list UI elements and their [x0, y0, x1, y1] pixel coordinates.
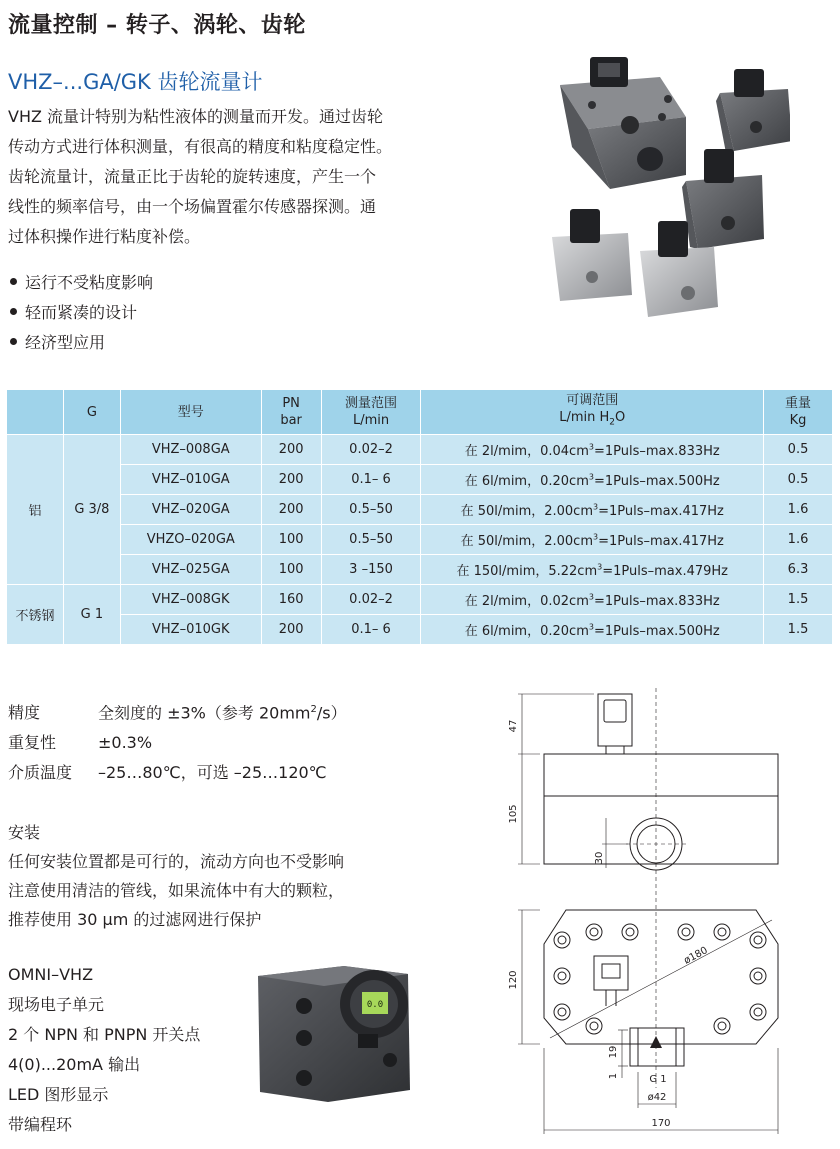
omni-section	[8, 960, 200, 1140]
cell-pn: 200	[261, 465, 321, 495]
omni-line: LED 图形显示	[8, 1085, 109, 1104]
top-view	[544, 910, 778, 1066]
spec-table	[6, 389, 833, 645]
adj-sup: 3	[593, 502, 599, 512]
header-adj-end: O	[615, 410, 626, 426]
feature-item	[8, 268, 153, 298]
adj-text: =1Puls–max.417Hz	[598, 504, 724, 519]
param-label: 介质温度	[8, 763, 73, 783]
cell-range: 0.1– 6	[321, 465, 421, 495]
omni-line: 2 个 NPN 和 PNPN 开关点	[8, 1025, 201, 1044]
adj-sup: 3	[588, 592, 594, 602]
feature-text: 轻而紧凑的设计	[25, 303, 138, 322]
omni-line: 4(0)...20mA 输出	[8, 1055, 141, 1074]
cell-adjustable	[421, 615, 764, 645]
dim-phi42-label: ø42	[647, 1092, 667, 1103]
dim-19-label: 19	[608, 1045, 619, 1059]
cell-pn: 160	[261, 585, 321, 615]
large-meter-block	[560, 57, 686, 189]
cell-g: G 1	[63, 585, 120, 645]
dim-105-label: 105	[508, 804, 519, 824]
spec-parameters	[8, 695, 347, 788]
table-header-row	[7, 390, 833, 435]
cell-material: 不锈钢	[7, 585, 64, 645]
adj-text: 在 50l/mim，2.00cm	[460, 504, 593, 519]
cell-model: VHZ–025GA	[120, 555, 261, 585]
header-adj-line1: 可调范围	[566, 393, 619, 409]
feature-list	[8, 268, 153, 358]
omni-device-photo	[258, 962, 413, 1102]
omni-line: 现场电子单元	[8, 995, 105, 1014]
adj-text: 在 6l/mim，0.20cm	[464, 624, 589, 639]
adj-sup: 3	[588, 622, 594, 632]
table-row	[7, 525, 833, 555]
dim-120-label: 120	[508, 970, 519, 990]
meter-block	[552, 209, 632, 301]
param-accuracy	[8, 695, 347, 728]
cell-range: 0.02–2	[321, 585, 421, 615]
sensor-housing	[594, 956, 628, 990]
bolt-holes	[554, 924, 766, 1034]
connector-inner	[604, 700, 626, 722]
feature-item	[8, 328, 153, 358]
connector-outline	[598, 694, 632, 746]
cell-weight: 1.6	[764, 525, 833, 555]
dimension-drawing	[490, 688, 790, 1143]
header-adj-sub: 2	[609, 417, 616, 428]
cell-pn: 100	[261, 555, 321, 585]
param-temperature	[8, 758, 347, 788]
adj-sup: 3	[593, 532, 599, 542]
bullet-icon	[10, 338, 17, 345]
adj-text: 在 150l/mim，5.22cm	[456, 564, 598, 579]
bullet-icon	[10, 308, 17, 315]
param-value-sup: 2	[310, 704, 317, 715]
installation-line: 推荐使用 30 μm 的过滤网进行保护	[8, 910, 262, 929]
table-row	[7, 615, 833, 645]
table-row	[7, 555, 833, 585]
param-value: 全刻度的 ±3%（参考 20mm	[98, 703, 311, 723]
adj-text: 在 2l/mim，0.04cm	[464, 444, 589, 459]
sensor-plug	[602, 964, 620, 978]
cell-range: 0.5–50	[321, 495, 421, 525]
cell-pn: 200	[261, 435, 321, 465]
installation-line: 注意使用清洁的管线，如果流体中有大的颗粒，	[8, 881, 345, 900]
dimension-lines	[518, 694, 628, 868]
header-pn-line2: bar	[280, 413, 302, 428]
cell-adjustable	[421, 585, 764, 615]
dim-47-label: 47	[508, 719, 519, 733]
adj-text: =1Puls–max.833Hz	[593, 594, 720, 609]
adj-text: =1Puls–max.417Hz	[598, 534, 724, 549]
cell-range: 0.5–50	[321, 525, 421, 555]
intro-line: VHZ 流量计特别为粘性液体的测量而开发。通过齿轮	[8, 107, 384, 126]
header-model: 型号	[120, 390, 261, 435]
param-repeatability	[8, 728, 347, 758]
installation-line: 任何安装位置都是可行的，流动方向也不受影响	[8, 852, 345, 871]
param-value: /s）	[316, 703, 347, 723]
intro-line: 传动方式进行体积测量，有很高的精度和粘度稳定性。	[8, 137, 393, 156]
cell-adjustable	[421, 495, 764, 525]
cell-pn: 200	[261, 495, 321, 525]
cell-adjustable	[421, 435, 764, 465]
header-adjustable	[421, 390, 764, 435]
cell-model: VHZ–020GA	[120, 495, 261, 525]
adj-text: 在 2l/mim，0.02cm	[464, 594, 589, 609]
meter-block	[716, 69, 790, 153]
table-row	[7, 435, 833, 465]
adj-text: 在 50l/mim，2.00cm	[460, 534, 593, 549]
cell-model: VHZ–010GK	[120, 615, 261, 645]
header-pn-line1: PN	[282, 396, 300, 411]
meter-block	[682, 149, 764, 249]
flange-outline	[544, 910, 778, 1044]
flowmeter-product-photo	[548, 55, 790, 317]
cell-pn: 100	[261, 525, 321, 555]
cell-weight: 1.6	[764, 495, 833, 525]
cell-adjustable	[421, 525, 764, 555]
intro-line: 过体积操作进行粘度补偿。	[8, 227, 201, 246]
table-row	[7, 465, 833, 495]
adj-text: =1Puls–max.833Hz	[593, 444, 720, 459]
header-adj-line2: L/min H	[559, 410, 610, 426]
header-weight	[764, 390, 833, 435]
installation-section	[8, 818, 344, 934]
adj-sup: 3	[597, 562, 603, 572]
feature-text: 运行不受粘度影响	[25, 273, 154, 292]
cell-weight: 1.5	[764, 615, 833, 645]
cell-weight: 1.5	[764, 585, 833, 615]
param-value: ±0.3%	[98, 733, 153, 753]
cell-pn: 200	[261, 615, 321, 645]
dim-1-label: 1	[608, 1072, 619, 1080]
bullet-icon	[10, 278, 17, 285]
intro-paragraph	[8, 102, 448, 252]
cell-weight: 6.3	[764, 555, 833, 585]
cell-weight: 0.5	[764, 435, 833, 465]
cell-model: VHZ–008GK	[120, 585, 261, 615]
adj-text: =1Puls–max.500Hz	[593, 624, 720, 639]
header-weight-line2: Kg	[789, 413, 807, 428]
cell-range: 3 –150	[321, 555, 421, 585]
cell-range: 0.02–2	[321, 435, 421, 465]
body-outline	[544, 754, 778, 864]
cell-adjustable	[421, 555, 764, 585]
dim-phi180-label: ø180	[682, 945, 710, 967]
cell-g: G 3/8	[63, 435, 120, 585]
omni-line: 带编程环	[8, 1115, 73, 1134]
cell-range: 0.1– 6	[321, 615, 421, 645]
param-label: 精度	[8, 703, 41, 723]
product-title: VHZ–...GA/GK 齿轮流量计	[8, 70, 263, 94]
diameter-line	[550, 920, 772, 1038]
dim-g1-label: G 1	[649, 1074, 667, 1085]
cell-model: VHZ–008GA	[120, 435, 261, 465]
adj-sup: 3	[588, 472, 594, 482]
feature-text: 经济型应用	[25, 333, 106, 352]
section-title: 流量控制 – 转子、涡轮、齿轮	[8, 13, 306, 38]
cell-model: VHZO–020GA	[120, 525, 261, 555]
installation-title: 安装	[8, 823, 41, 842]
header-weight-line1: 重量	[785, 396, 812, 411]
adj-sup: 3	[588, 442, 594, 452]
cell-model: VHZ–010GA	[120, 465, 261, 495]
cell-weight: 0.5	[764, 465, 833, 495]
cell-material: 铝	[7, 435, 64, 585]
omni-title: OMNI–VHZ	[8, 965, 94, 984]
header-range-line2: L/min	[352, 413, 390, 428]
intro-line: 齿轮流量计，流量正比于齿轮的旋转速度，产生一个	[8, 167, 377, 186]
header-g: G	[63, 390, 120, 435]
omni-lcd-reading: 0.0	[366, 1000, 384, 1010]
adj-text: 在 6l/mim，0.20cm	[464, 474, 589, 489]
param-label: 重复性	[8, 733, 57, 753]
adj-text: =1Puls–max.479Hz	[602, 564, 728, 579]
omni-connector	[358, 1034, 378, 1048]
dim-170-label: 170	[651, 1118, 671, 1129]
intro-line: 线性的频率信号，由一个场偏置霍尔传感器探测。通	[8, 197, 377, 216]
feature-item	[8, 298, 153, 328]
cell-adjustable	[421, 465, 764, 495]
table-row	[7, 495, 833, 525]
header-material	[7, 390, 64, 435]
side-view	[544, 694, 778, 870]
param-value: –25…80℃，可选 –25…120℃	[98, 763, 327, 783]
dim-30-label: 30	[594, 851, 605, 865]
header-pn	[261, 390, 321, 435]
table-row	[7, 585, 833, 615]
header-range	[321, 390, 421, 435]
flow-arrow-icon	[650, 1036, 662, 1048]
adj-text: =1Puls–max.500Hz	[593, 474, 720, 489]
header-range-line1: 测量范围	[345, 396, 398, 411]
